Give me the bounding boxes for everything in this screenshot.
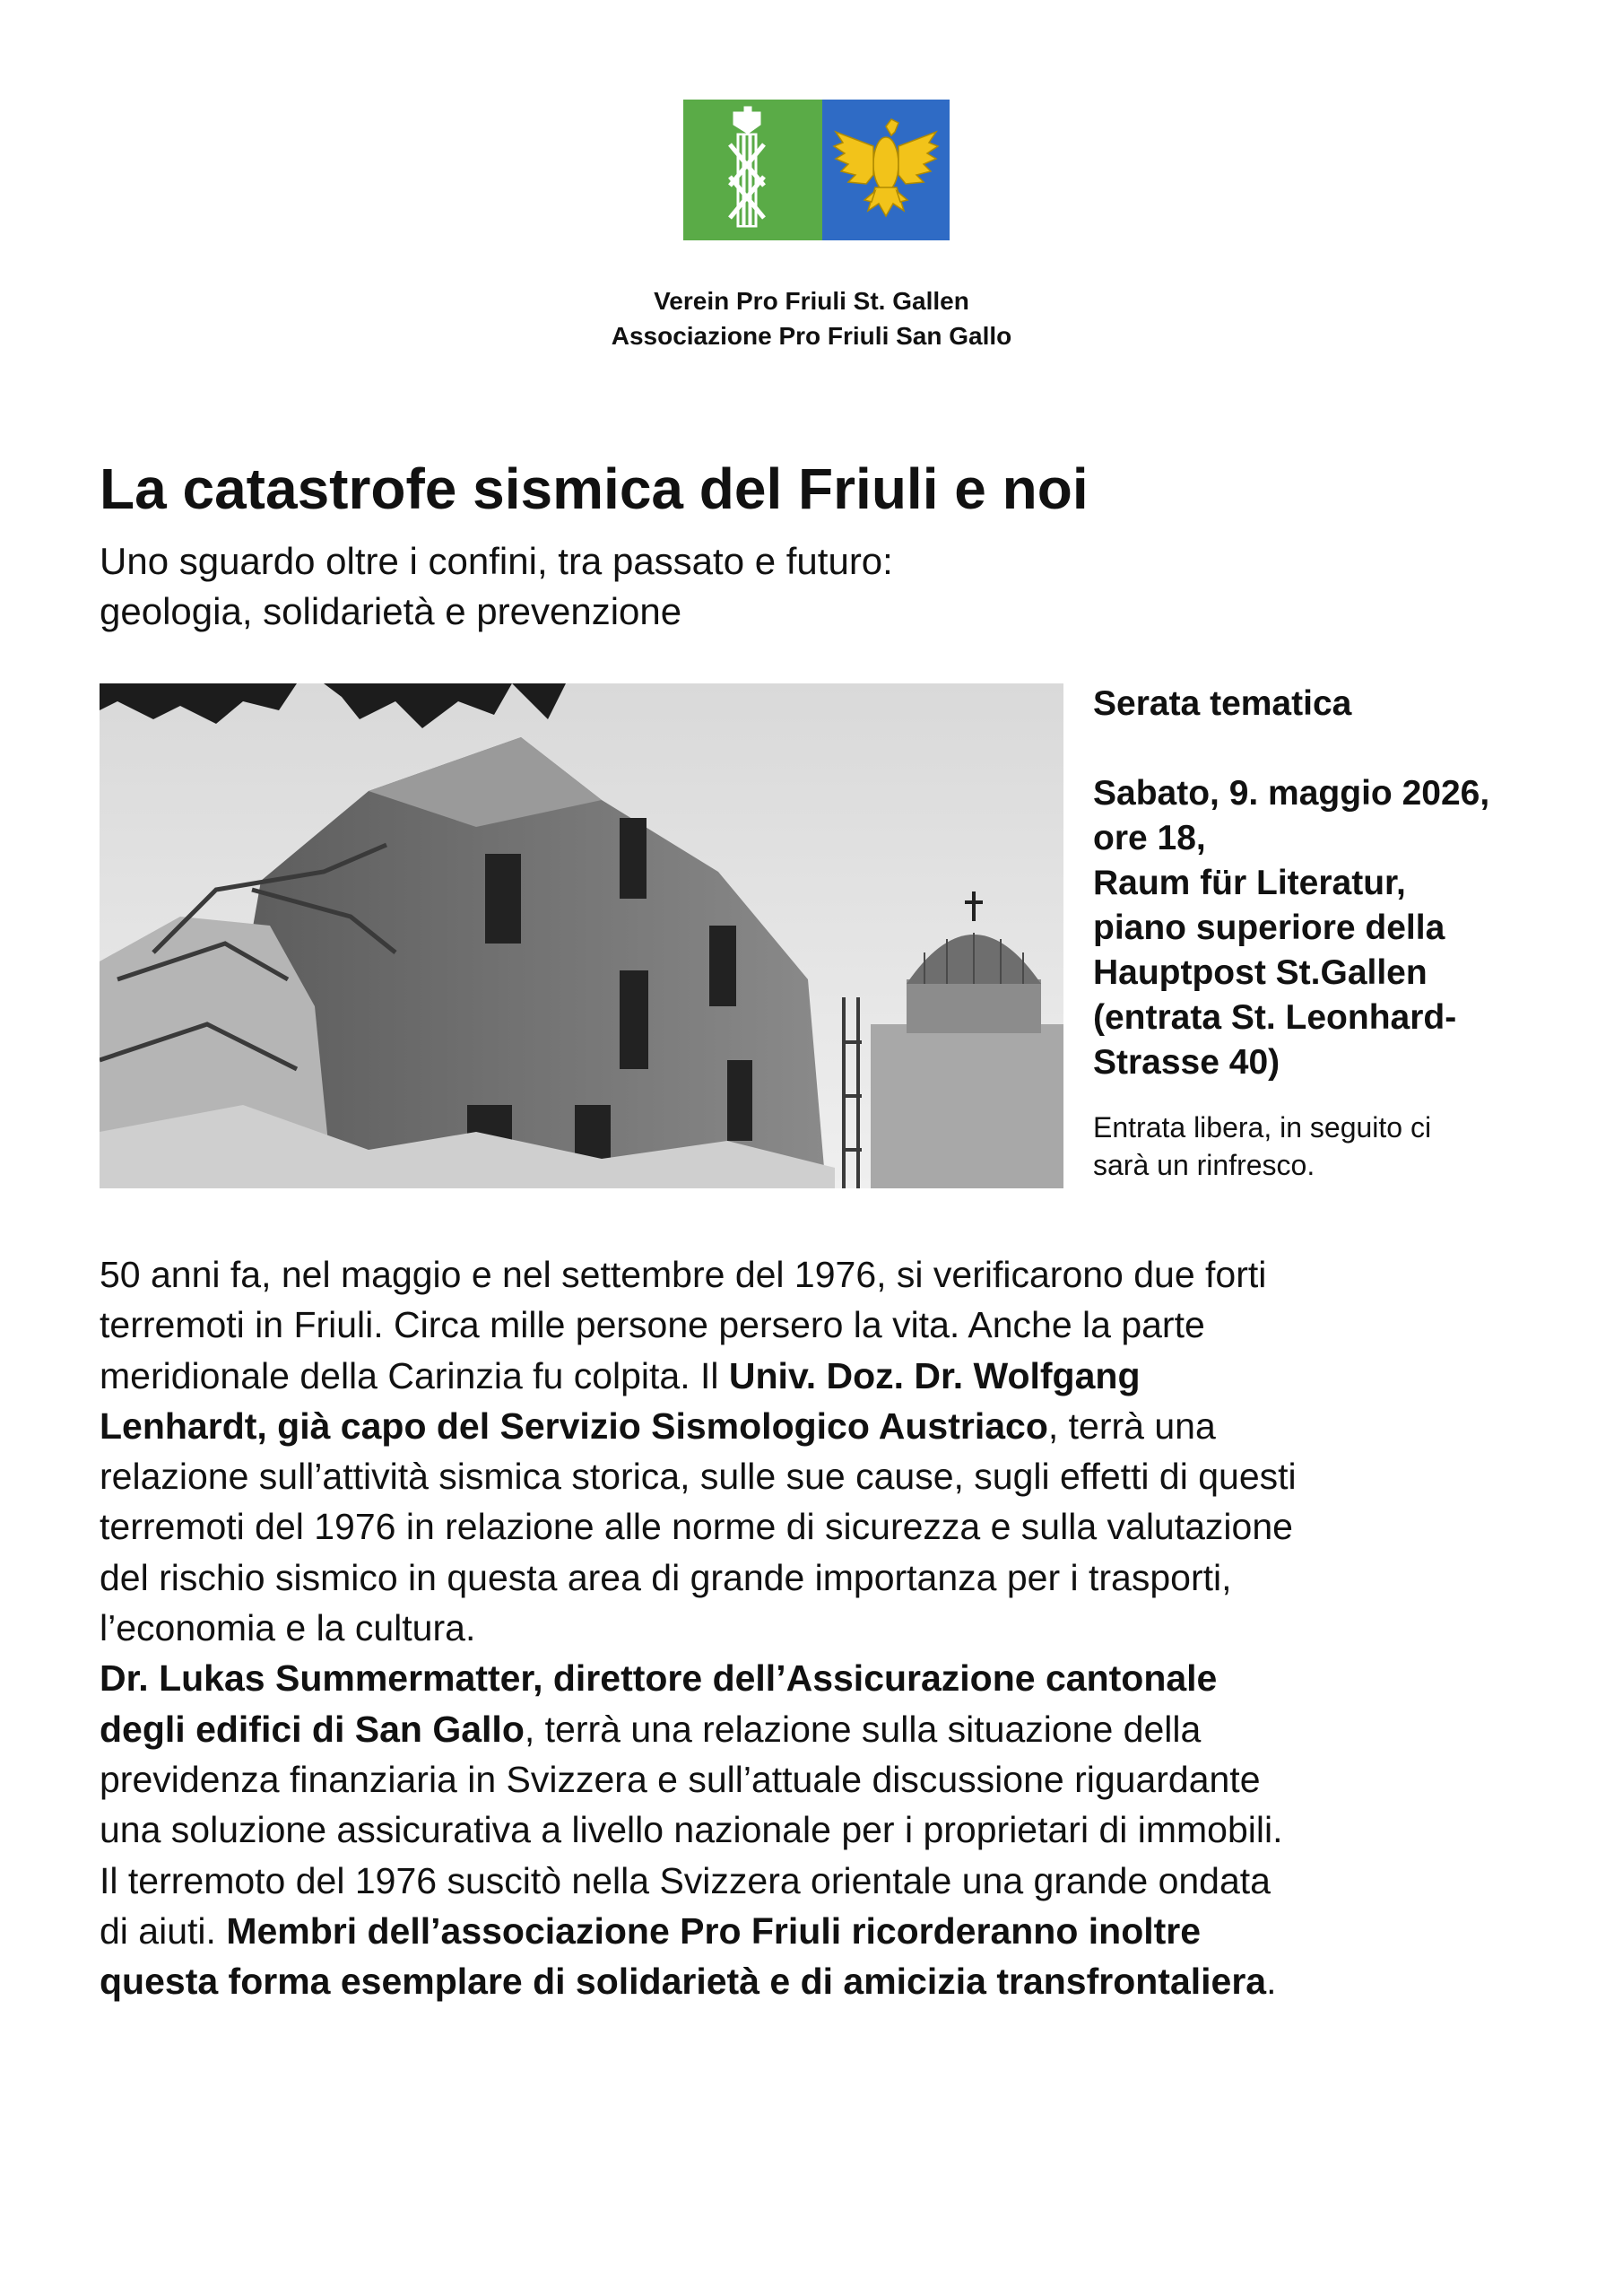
speaker-role: Lenhardt, già capo del Servizio Sismologico Austriaco — [100, 1405, 1048, 1447]
body-line — [100, 1351, 1534, 1401]
page-title: La catastrofe sismica del Friuli e noi — [100, 457, 1089, 521]
earthquake-damaged-building-photo — [100, 683, 1063, 1188]
st-gallen-fasces-emblem — [683, 100, 950, 240]
event-details — [1093, 682, 1595, 1184]
subtitle — [100, 536, 893, 637]
highlight-text: questa forma esemplare di solidarietà e di amicizia transfrontaliera — [100, 1961, 1267, 2003]
body-line: relazione sull’attività sismica storica, sulle sue cause, sugli effetti di questi — [100, 1456, 1297, 1498]
body-text: , terrà una relazione sulla situazione della — [524, 1708, 1202, 1750]
org-name-german: Verein Pro Friuli St. Gallen — [654, 287, 969, 315]
event-detail-line: Sabato, 9. maggio 2026, — [1093, 774, 1490, 813]
body-line: previdenza finanziaria in Svizzera e sull’attuale discussione riguardante — [100, 1758, 1261, 1800]
event-detail-line: Strasse 40) — [1093, 1043, 1280, 1082]
event-note-line: sarà un rinfresco. — [1093, 1149, 1315, 1181]
logo — [683, 100, 950, 240]
body-line: una soluzione assicurativa a livello nazionale per i proprietari di immobili. — [100, 1809, 1283, 1851]
body-line — [100, 1704, 1534, 1754]
body-line — [100, 1906, 1534, 1956]
event-when-where — [1093, 771, 1595, 1085]
body-text: . — [1266, 1961, 1277, 2003]
body-line: terremoti del 1976 in relazione alle norme di sicurezza e sulla valutazione — [100, 1506, 1293, 1548]
body-line: del rischio sismico in questa area di grande importanza per i trasporti, — [100, 1556, 1232, 1598]
event-detail-line: Hauptpost St.Gallen — [1093, 953, 1428, 992]
speaker-name: Univ. Doz. Dr. Wolfgang — [728, 1354, 1141, 1396]
highlight-text: Membri dell’associazione Pro Friuli ricorderanno inoltre — [226, 1909, 1202, 1952]
organization-name — [0, 283, 1623, 353]
body-line — [100, 1956, 1534, 2006]
speaker-role: degli edifici di San Gallo — [100, 1708, 525, 1750]
body-line — [100, 1653, 1534, 1703]
body-text: , terrà una — [1047, 1405, 1216, 1447]
body-text: di aiuti. — [100, 1909, 227, 1952]
event-heading: Serata tematica — [1093, 684, 1352, 723]
org-name-italian: Associazione Pro Friuli San Gallo — [611, 322, 1012, 350]
speaker-name: Dr. Lukas Summermatter, direttore dell’Assicurazione cantonale — [100, 1657, 1218, 1700]
event-note — [1093, 1109, 1595, 1184]
event-detail-line: ore 18, — [1093, 819, 1206, 857]
body-line: Il terremoto del 1976 suscitò nella Svizzera orientale una grande ondata — [100, 1859, 1271, 1901]
body-text: meridionale della Carinzia fu colpita. Il — [100, 1354, 729, 1396]
event-detail-line: Raum für Literatur, — [1093, 864, 1406, 902]
body-line: l’economia e la cultura. — [100, 1607, 476, 1649]
body-line: 50 anni fa, nel maggio e nel settembre del 1976, si verificarono due forti — [100, 1254, 1267, 1295]
subtitle-line-2: geologia, solidarietà e prevenzione — [100, 590, 682, 632]
event-note-line: Entrata libera, in seguito ci — [1093, 1111, 1432, 1144]
body-line: terremoti in Friuli. Circa mille persone persero la vita. Anche la parte — [100, 1304, 1205, 1346]
body-line — [100, 1401, 1534, 1451]
subtitle-line-1: Uno sguardo oltre i confini, tra passato e futuro: — [100, 540, 893, 582]
event-detail-line: (entrata St. Leonhard- — [1093, 998, 1457, 1037]
body-paragraph — [100, 1249, 1534, 2006]
event-detail-line: piano superiore della — [1093, 909, 1445, 947]
